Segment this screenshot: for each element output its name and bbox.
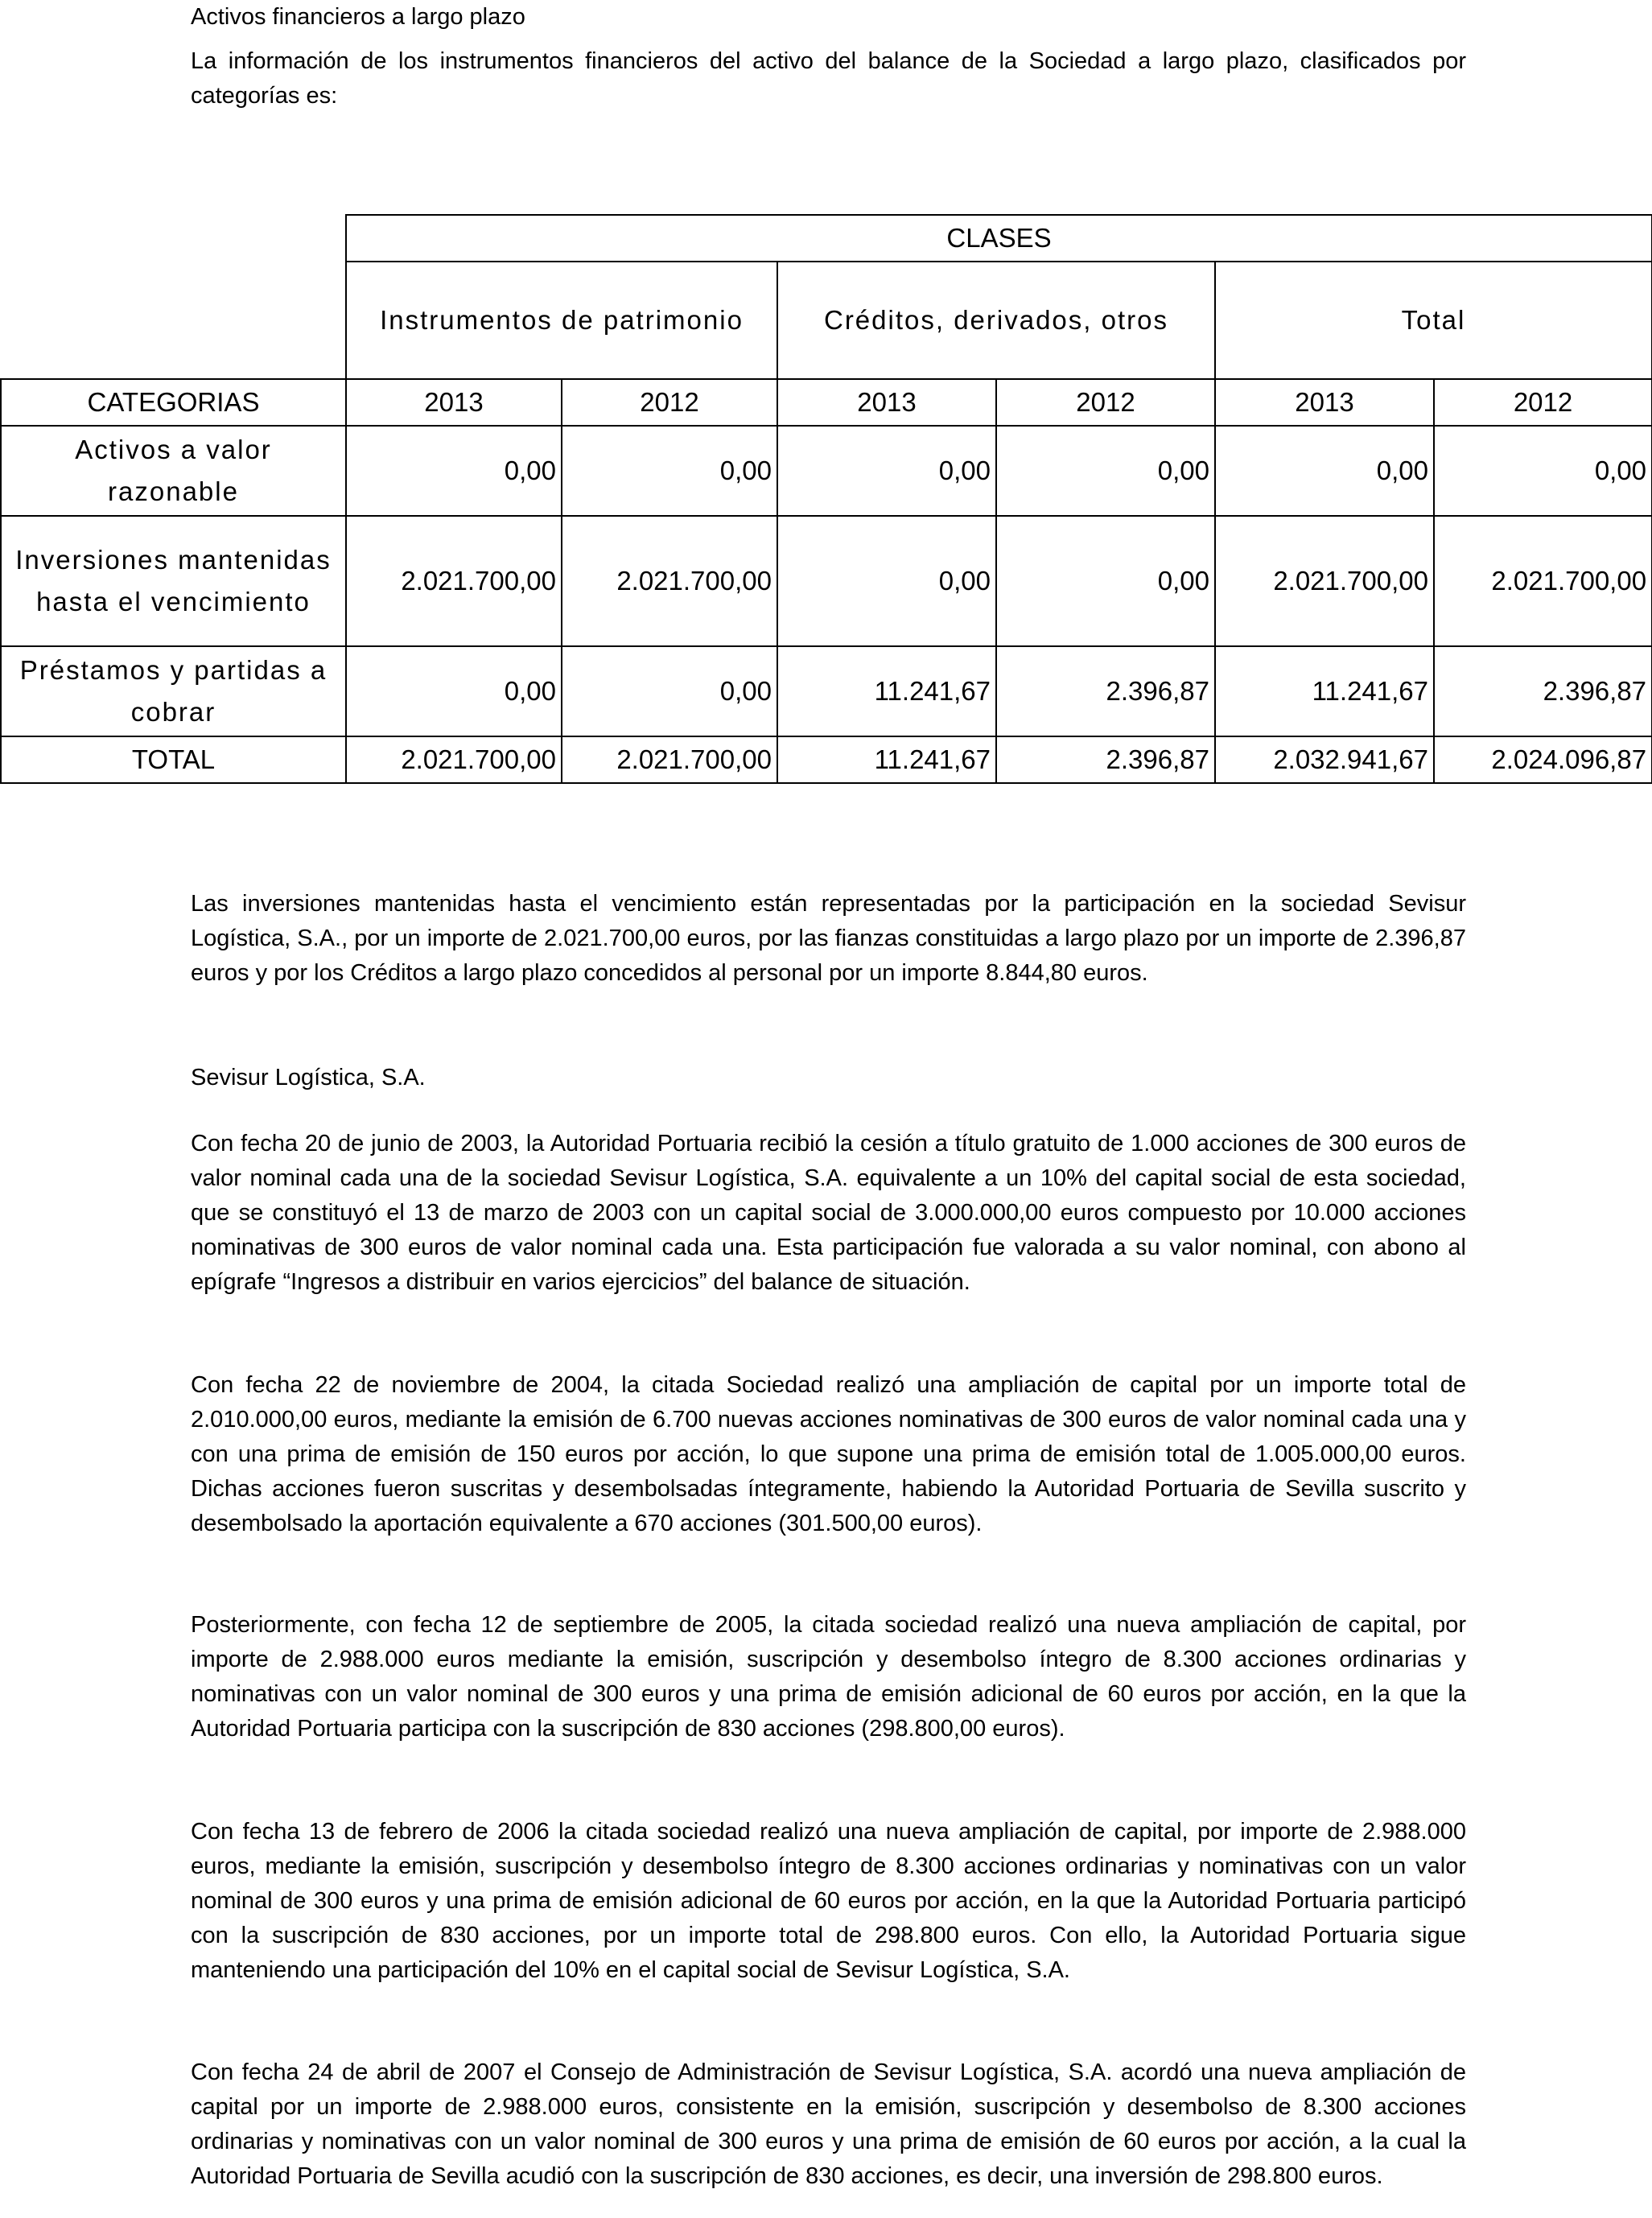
table-cell: 2.021.700,00: [1434, 516, 1652, 646]
table-cell: 2.024.096,87: [1434, 736, 1652, 783]
row-label: Inversiones mantenidas hasta el vencimiento: [1, 516, 346, 646]
year-header: 2012: [1434, 379, 1652, 426]
row-label: TOTAL: [1, 736, 346, 783]
table-header-years-row: [1, 379, 1652, 426]
table-row: [1, 646, 1652, 736]
group-header-creditos: Créditos, derivados, otros: [777, 262, 1215, 379]
table-cell: 11.241,67: [777, 736, 996, 783]
table-row: [1, 516, 1652, 646]
table-cell: 2.021.700,00: [562, 736, 777, 783]
paragraph-2006: Con fecha 13 de febrero de 2006 la citada sociedad realizó una nueva ampliación de capital, por importe de 2.988.000 euros, mediante la emisión, suscripción y desembolso íntegro de 8.300 acciones ordinarias y nominativas con un valor nominal de 300 euros y una prima de emisión adicional de 60 euros por acción, en la que la Autoridad Portuaria participó con la suscripción de 830 acciones, por un importe total de 298.800 euros. Con ello, la Autoridad Portuaria sigue manteniendo una participación del 10% en el capital social de Sevisur Logística, S.A.: [191, 1819, 1466, 1983]
table-row: [1, 426, 1652, 516]
table-cell: 11.241,67: [1215, 646, 1434, 736]
table-total-row: [1, 736, 1652, 783]
group-header-total: Total: [1215, 262, 1652, 379]
table-cell: 0,00: [1434, 426, 1652, 516]
table-cell: 0,00: [996, 516, 1215, 646]
clases-header: CLASES: [346, 215, 1652, 262]
table-cell: 0,00: [346, 426, 562, 516]
year-header: 2013: [346, 379, 562, 426]
table-cell: 11.241,67: [777, 646, 996, 736]
row-label: Activos a valor razonable: [1, 426, 346, 516]
year-header: 2013: [1215, 379, 1434, 426]
table-cell: 2.396,87: [996, 736, 1215, 783]
table-cell: 2.021.700,00: [346, 516, 562, 646]
row-label: Préstamos y partidas a cobrar: [1, 646, 346, 736]
table-cell: 2.021.700,00: [346, 736, 562, 783]
section-heading: Activos financieros a largo plazo: [191, 4, 525, 30]
paragraph-2007: Con fecha 24 de abril de 2007 el Consejo de Administración de Sevisur Logística, S.A. acordó una nueva ampliación de capital por un importe de 2.988.000 euros, consistente en la emisión, suscripción y desembolso de 8.300 acciones ordinarias y nominativas con un valor nominal de 300 euros y una prima de emisión de 60 euros por acción, a la cual la Autoridad Portuaria de Sevilla acudió con la suscripción de 830 acciones, es decir, una inversión de 298.800 euros.: [191, 2059, 1466, 2189]
paragraph-inversiones: Las inversiones mantenidas hasta el vencimiento están representadas por la participación en la sociedad Sevisur Logística, S.A., por un importe de 2.021.700,00 euros, por las fianzas constituidas a largo plazo por un importe de 2.396,87 euros y por los Créditos a largo plazo concedidos al personal por un importe 8.844,80 euros.: [191, 891, 1466, 986]
table-cell: 0,00: [1215, 426, 1434, 516]
table-cell: 2.032.941,67: [1215, 736, 1434, 783]
table-cell: 0,00: [562, 426, 777, 516]
intro-paragraph: La información de los instrumentos financieros del activo del balance de la Sociedad a largo plazo, clasificados por categorías es:: [191, 48, 1466, 109]
year-header: 2013: [777, 379, 996, 426]
paragraph-2004: Con fecha 22 de noviembre de 2004, la citada Sociedad realizó una ampliación de capital por un importe total de 2.010.000,00 euros, mediante la emisión de 6.700 nuevas acciones nominativas de 300 euros de valor nominal cada una y con una prima de emisión de 150 euros por acción, lo que supone una prima de emisión total de 1.005.000,00 euros. Dichas acciones fueron suscritas y desembolsadas íntegramente, habiendo la Autoridad Portuaria de Sevilla suscrito y desembolsado la aportación equivalente a 670 acciones (301.500,00 euros).: [191, 1372, 1466, 1536]
paragraph-2005: Posteriormente, con fecha 12 de septiembre de 2005, la citada sociedad realizó una nueva ampliación de capital, por importe de 2.988.000 euros mediante la emisión, suscripción y desembolso íntegro de 8.300 acciones ordinarias y nominativas con un valor nominal de 300 euros y una prima de emisión adicional de 60 euros por acción, en la que la Autoridad Portuaria participa con la suscripción de 830 acciones (298.800,00 euros).: [191, 1612, 1466, 1742]
table-cell: 2.021.700,00: [562, 516, 777, 646]
table-cell: 0,00: [996, 426, 1215, 516]
year-header: 2012: [996, 379, 1215, 426]
paragraph-subheading: Sevisur Logística, S.A.: [191, 1065, 426, 1090]
table-cell: 2.396,87: [996, 646, 1215, 736]
paragraph-2003: Con fecha 20 de junio de 2003, la Autoridad Portuaria recibió la cesión a título gratuito de 1.000 acciones de 300 euros de valor nominal cada una de la sociedad Sevisur Logística, S.A. equivalente a un 10% del capital social de esta sociedad, que se constituyó el 13 de marzo de 2003 con un capital social de 3.000.000,00 euros compuesto por 10.000 acciones nominativas de 300 euros de valor nominal cada una. Esta participación fue valorada a su valor nominal, con abono al epígrafe “Ingresos a distribuir en varios ejercicios” del balance de situación.: [191, 1131, 1466, 1295]
group-header-instrumentos: Instrumentos de patrimonio: [346, 262, 777, 379]
table-cell: 0,00: [562, 646, 777, 736]
table-cell: 2.396,87: [1434, 646, 1652, 736]
empty-corner-cell: [1, 215, 346, 379]
table-cell: 2.021.700,00: [1215, 516, 1434, 646]
table-header-clases-row: [1, 215, 1652, 262]
table-cell: 0,00: [346, 646, 562, 736]
categories-header: CATEGORIAS: [1, 379, 346, 426]
year-header: 2012: [562, 379, 777, 426]
table-cell: 0,00: [777, 516, 996, 646]
table-cell: 0,00: [777, 426, 996, 516]
financial-assets-table: [0, 214, 1652, 784]
